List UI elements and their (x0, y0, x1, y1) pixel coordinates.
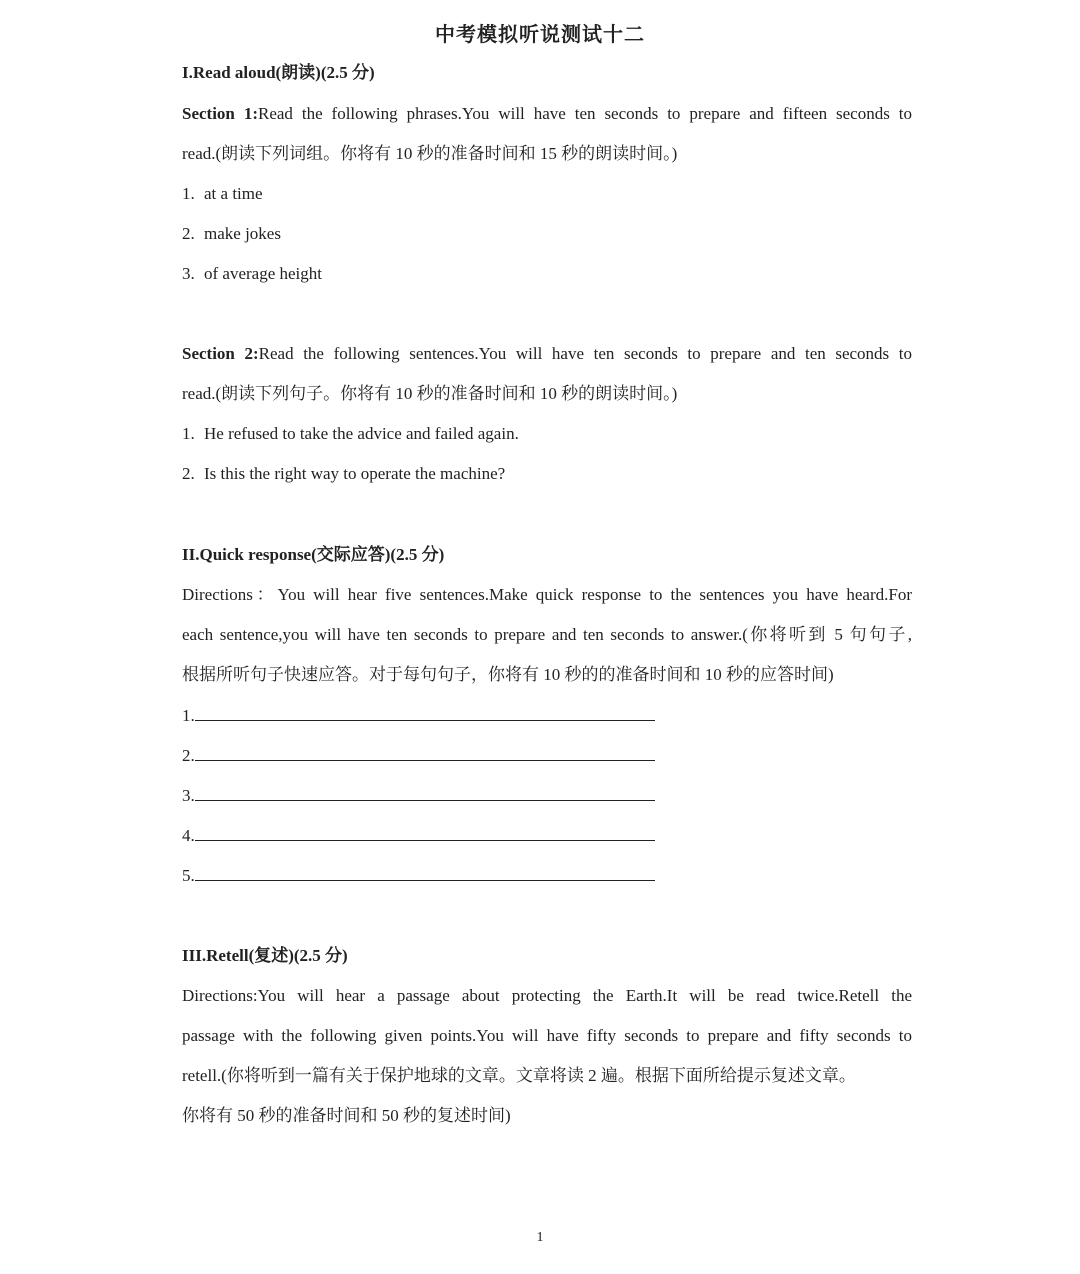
part3-line2: passage with the following given points.You will have fifty seconds to prepare and fifty seconds to (182, 1026, 912, 1045)
answer-blank (182, 863, 912, 888)
blank-line[interactable] (195, 823, 655, 841)
answer-blank (182, 703, 912, 728)
section2-text: Read the following sentences.You will have ten seconds to prepare and ten seconds to (258, 344, 912, 363)
item-number: 2. (182, 464, 195, 483)
page-number: 1 (536, 1230, 544, 1245)
item-text: He refused to take the advice and failed again. (204, 424, 519, 443)
part2-line2: each sentence,you will have ten seconds to prepare and ten seconds to answer.(你将听到 5 句句子, (182, 625, 912, 644)
part2-line1: Directions：You will hear five sentences.Make quick response to the sentences you have heard.For (182, 585, 912, 604)
part3-heading: III.Retell(复述)(2.5 分) (182, 946, 348, 965)
item-number: 3. (182, 264, 195, 283)
section2-line2: read.(朗读下列句子。你将有 10 秒的准备时间和 10 秒的朗读时间。) (182, 384, 678, 403)
section1-line1 (182, 102, 912, 126)
item-number: 1. (182, 424, 195, 443)
item-number: 1. (182, 184, 195, 203)
page-title: 中考模拟听说测试十二 (435, 24, 645, 46)
blank-line[interactable] (195, 783, 655, 801)
item-text: make jokes (204, 224, 281, 243)
answer-blank (182, 743, 912, 768)
blank-line[interactable] (195, 743, 655, 761)
part1-heading: I.Read aloud(朗读)(2.5 分) (182, 63, 375, 82)
blank-line[interactable] (195, 863, 655, 881)
list-item (182, 182, 912, 206)
blank-number: 4. (182, 826, 195, 845)
section2-line1 (182, 342, 912, 366)
section1-text: Read the following phrases.You will have ten seconds to prepare and fifteen seconds to (257, 104, 913, 123)
part2-line3: 根据所听句子快速应答。对于每句句子，你将有 10 秒的的准备时间和 10 秒的应答时间) (182, 665, 834, 684)
blank-line[interactable] (195, 703, 655, 721)
section1-line2: read.(朗读下列词组。你将有 10 秒的准备时间和 15 秒的朗读时间。) (182, 144, 678, 163)
item-number: 2. (182, 224, 195, 243)
part3-line4: 你将有 50 秒的准备时间和 50 秒的复述时间) (182, 1106, 511, 1125)
answer-blank (182, 823, 912, 848)
blank-number: 1. (182, 706, 195, 725)
list-item (182, 262, 912, 286)
item-text: of average height (204, 264, 322, 283)
item-text: Is this the right way to operate the machine? (204, 464, 506, 483)
list-item (182, 422, 912, 446)
part2-heading: II.Quick response(交际应答)(2.5 分) (182, 545, 445, 564)
section2-label: Section 2: (182, 344, 259, 363)
blank-number: 2. (182, 746, 195, 765)
answer-blank (182, 783, 912, 808)
part3-line1: Directions:You will hear a passage about protecting the Earth.It will be read twice.Retell the (182, 986, 912, 1005)
blank-number: 5. (182, 866, 195, 885)
part3-line3: retell.(你将听到一篇有关于保护地球的文章。文章将读 2 遍。根据下面所给提示复述文章。 (182, 1066, 856, 1085)
list-item (182, 222, 912, 246)
item-text: at a time (204, 184, 263, 203)
section1-label: Section 1: (182, 104, 258, 123)
list-item (182, 462, 912, 486)
blank-number: 3. (182, 786, 195, 805)
